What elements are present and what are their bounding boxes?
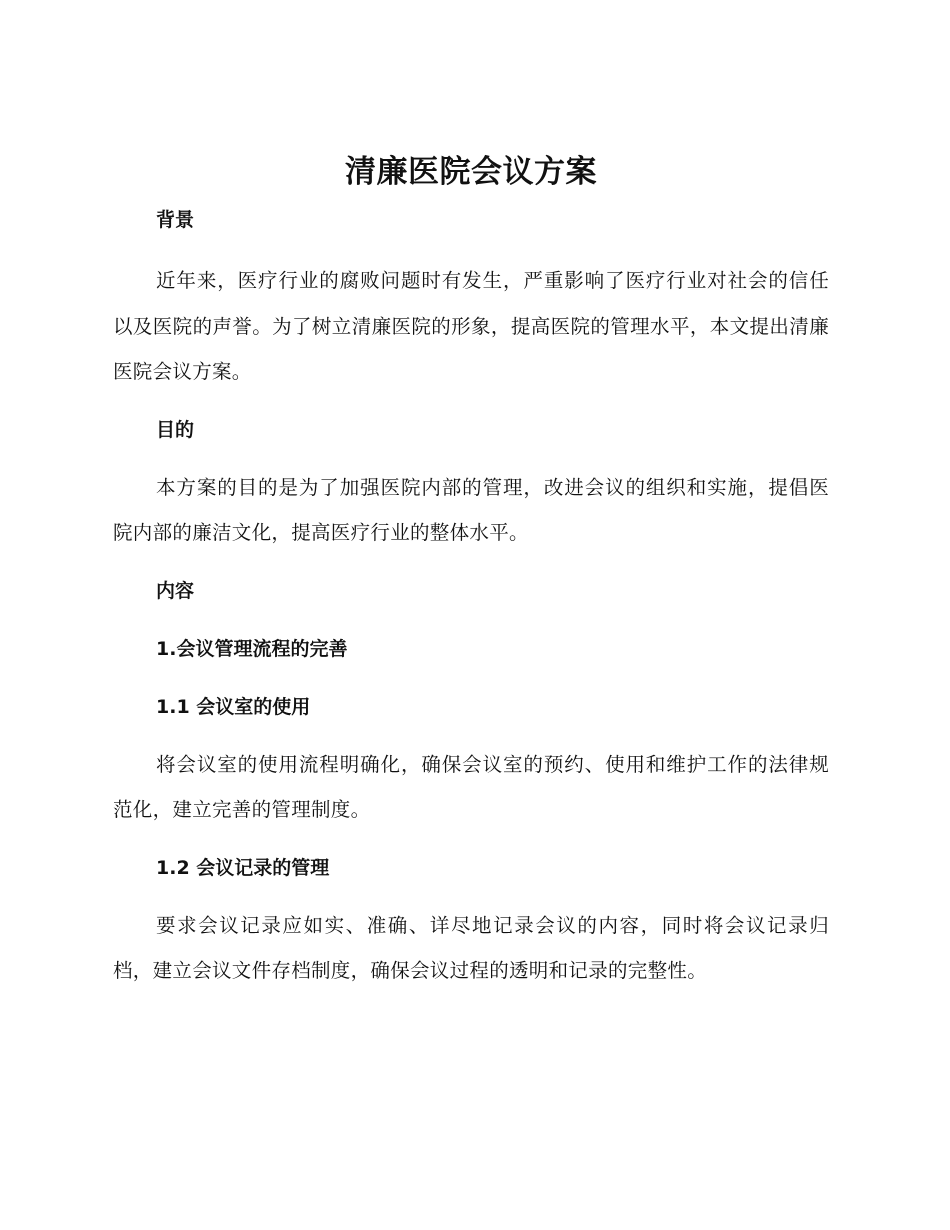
paragraph-item-1-2: 要求会议记录应如实、准确、详尽地记录会议的内容，同时将会议记录归档，建立会议文件存档制度，确保会议过程的透明和记录的完整性。 (113, 913, 829, 982)
section-heading-purpose: 目的 (156, 418, 195, 441)
spacer (113, 607, 829, 633)
spacer (113, 556, 829, 575)
paragraph-purpose: 本方案的目的是为了加强医院内部的管理，改进会议的组织和实施，提倡医院内部的廉洁文化，提高医疗行业的整体水平。 (113, 475, 829, 544)
subheading-item-1-1: 1.1 会议室的使用 (156, 695, 311, 718)
paragraph-item-1-1: 将会议室的使用流程明确化，确保会议室的预约、使用和维护工作的法律规范化，建立完善的管理制度。 (113, 752, 829, 821)
document-title: 清廉医院会议方案 (345, 154, 597, 190)
spacer (113, 884, 829, 903)
section-heading-background: 背景 (156, 209, 195, 231)
spacer (113, 833, 829, 852)
section-heading-content: 内容 (156, 579, 195, 602)
subheading-item-1-2: 1.2 会议记录的管理 (156, 856, 330, 879)
spacer (113, 446, 829, 465)
spacer (113, 665, 829, 691)
spacer (113, 236, 829, 258)
paragraph-background: 近年来，医疗行业的腐败问题时有发生，严重影响了医疗行业对社会的信任以及医院的声誉。为了树立清廉医院的形象，提高医院的管理水平，本文提出清廉医院会议方案。 (113, 269, 829, 383)
subheading-item-1: 1.会议管理流程的完善 (156, 637, 348, 660)
spacer (113, 723, 829, 742)
spacer (113, 395, 829, 414)
